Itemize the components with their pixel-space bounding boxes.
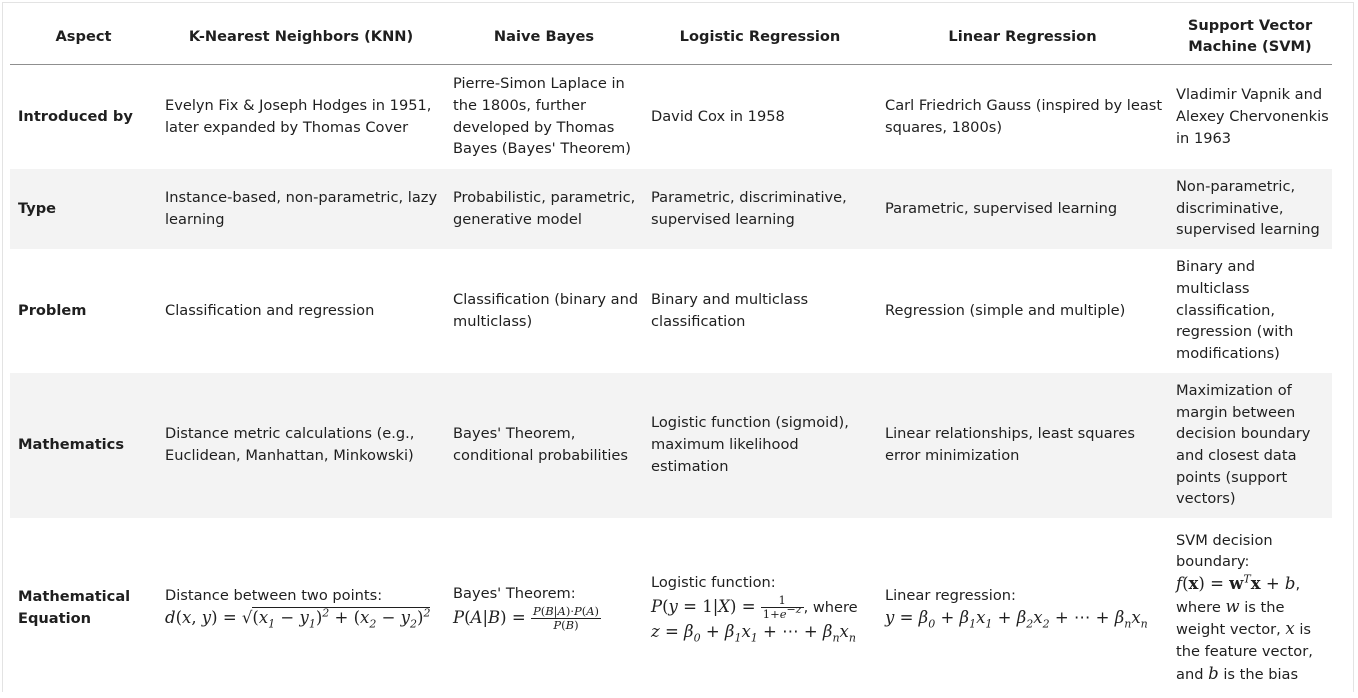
cell-svm-introduced-by: Vladimir Vapnik and Alexey Chervonenkis in 1963 — [1176, 86, 1329, 147]
svm-formula: $f(x) = w^Tx + b$ — [1176, 572, 1296, 593]
table-body — [10, 65, 1332, 698]
table-header — [10, 8, 1332, 65]
row-label-problem: Problem — [18, 301, 87, 319]
logistic-formula: P(y = 1|X) = $\frac{1}{1+e^{-z}}$ — [651, 592, 802, 621]
bayes-formula: P(A|B) = $\frac{P(B|A)\cdot P(A)}{P(B)}$ — [453, 603, 600, 632]
svm-text-feature: is the feature vector, and — [1176, 621, 1313, 683]
cell-linear-mathematics: Linear relationships, least squares error minimization — [877, 373, 1168, 518]
cell-knn-equation — [157, 518, 445, 698]
equation-label: Logistic function: — [651, 573, 776, 591]
cell-svm-equation — [1168, 518, 1332, 698]
cell-knn-problem: Classification and regression — [165, 301, 375, 319]
svm-var-x: x — [1285, 619, 1295, 639]
cell-logistic-equation — [643, 518, 877, 698]
cell-naive-bayes-problem: Classification (binary and multiclass) — [453, 290, 639, 330]
row-label-type: Type — [10, 169, 157, 249]
cell-naive-bayes-introduced-by: Pierre-Simon Laplace in the 1800s, further developed by Thomas Bayes (Bayes' Theorem) — [453, 75, 631, 158]
svm-var-w: w — [1225, 596, 1240, 616]
cell-svm-type: Non-parametric, discriminative, supervised learning — [1168, 169, 1332, 249]
cell-naive-bayes-equation — [445, 518, 643, 698]
row-label-mathematics: Mathematics — [10, 373, 157, 518]
cell-svm-problem: Binary and multiclass classification, regression (with modifications) — [1176, 258, 1294, 363]
svm-text-weight: is the weight vector, — [1176, 598, 1285, 639]
header-knn: K-Nearest Neighbors (KNN) — [157, 8, 445, 65]
table-row — [10, 373, 1332, 518]
cell-knn-introduced-by: Evelyn Fix & Joseph Hodges in 1951, later expanded by Thomas Cover — [165, 97, 432, 136]
equation-label: Distance between two points: — [165, 587, 383, 605]
header-logistic-regression: Logistic Regression — [643, 8, 877, 65]
equation-label: Bayes' Theorem: — [453, 585, 576, 603]
table-row — [10, 249, 1332, 373]
comparison-table — [10, 8, 1332, 698]
header-naive-bayes: Naive Bayes — [445, 8, 643, 65]
table-row — [10, 518, 1332, 698]
equation-label: Linear regression: — [885, 587, 1016, 605]
svm-text-bias: is the bias — [1223, 665, 1299, 683]
cell-linear-problem: Regression (simple and multiple) — [885, 301, 1126, 319]
cell-logistic-type: Parametric, discriminative, supervised learning — [643, 169, 877, 249]
svm-text-where: where — [1176, 598, 1221, 616]
cell-naive-bayes-mathematics: Bayes' Theorem, conditional probabilities — [445, 373, 643, 518]
header-row — [10, 8, 1332, 65]
row-label-mathematical-equation: Mathematical Equation — [18, 587, 131, 627]
row-label-introduced-by: Introduced by — [18, 107, 133, 125]
cell-svm-mathematics: Maximization of margin between decision boundary and closest data points (support vectors) — [1168, 373, 1332, 518]
cell-logistic-mathematics: Logistic function (sigmoid), maximum likelihood estimation — [643, 373, 877, 518]
svm-var-b: b — [1208, 663, 1219, 683]
cell-logistic-introduced-by: David Cox in 1958 — [651, 107, 785, 125]
cell-linear-equation — [877, 518, 1168, 698]
table-row — [10, 169, 1332, 249]
where-text: , where — [803, 598, 858, 616]
svm-comma: , — [1295, 575, 1301, 593]
linear-formula: $y = \beta_0 + \beta_1x_1 + \beta_2x_2$ + ⋯ + $\beta_nx_n$ — [885, 608, 1148, 631]
cell-logistic-problem: Binary and multiclass classification — [651, 290, 809, 330]
header-linear-regression: Linear Regression — [877, 8, 1168, 65]
z-formula: $z = \beta_0 + \beta_1x_1$ + ⋯ + $\beta_nx_n$ — [651, 621, 856, 644]
equation-label: SVM decision boundary: — [1176, 531, 1273, 571]
cell-linear-introduced-by: Carl Friedrich Gauss (inspired by least squares, 1800s) — [885, 97, 1163, 136]
cell-naive-bayes-type: Probabilistic, parametric, generative model — [445, 169, 643, 249]
header-aspect: Aspect — [10, 8, 157, 65]
header-svm: Support Vector Machine (SVM) — [1168, 8, 1332, 65]
table-row — [10, 65, 1332, 169]
cell-linear-type: Parametric, supervised learning — [877, 169, 1168, 249]
cell-knn-mathematics: Distance metric calculations (e.g., Euclidean, Manhattan, Minkowski) — [157, 373, 445, 518]
distance-formula: d(x, $y) = √(x_1 - y_1)^2 + (x_2 - y_2)^2$ — [165, 606, 431, 631]
cell-knn-type: Instance-based, non-parametric, lazy learning — [157, 169, 445, 249]
